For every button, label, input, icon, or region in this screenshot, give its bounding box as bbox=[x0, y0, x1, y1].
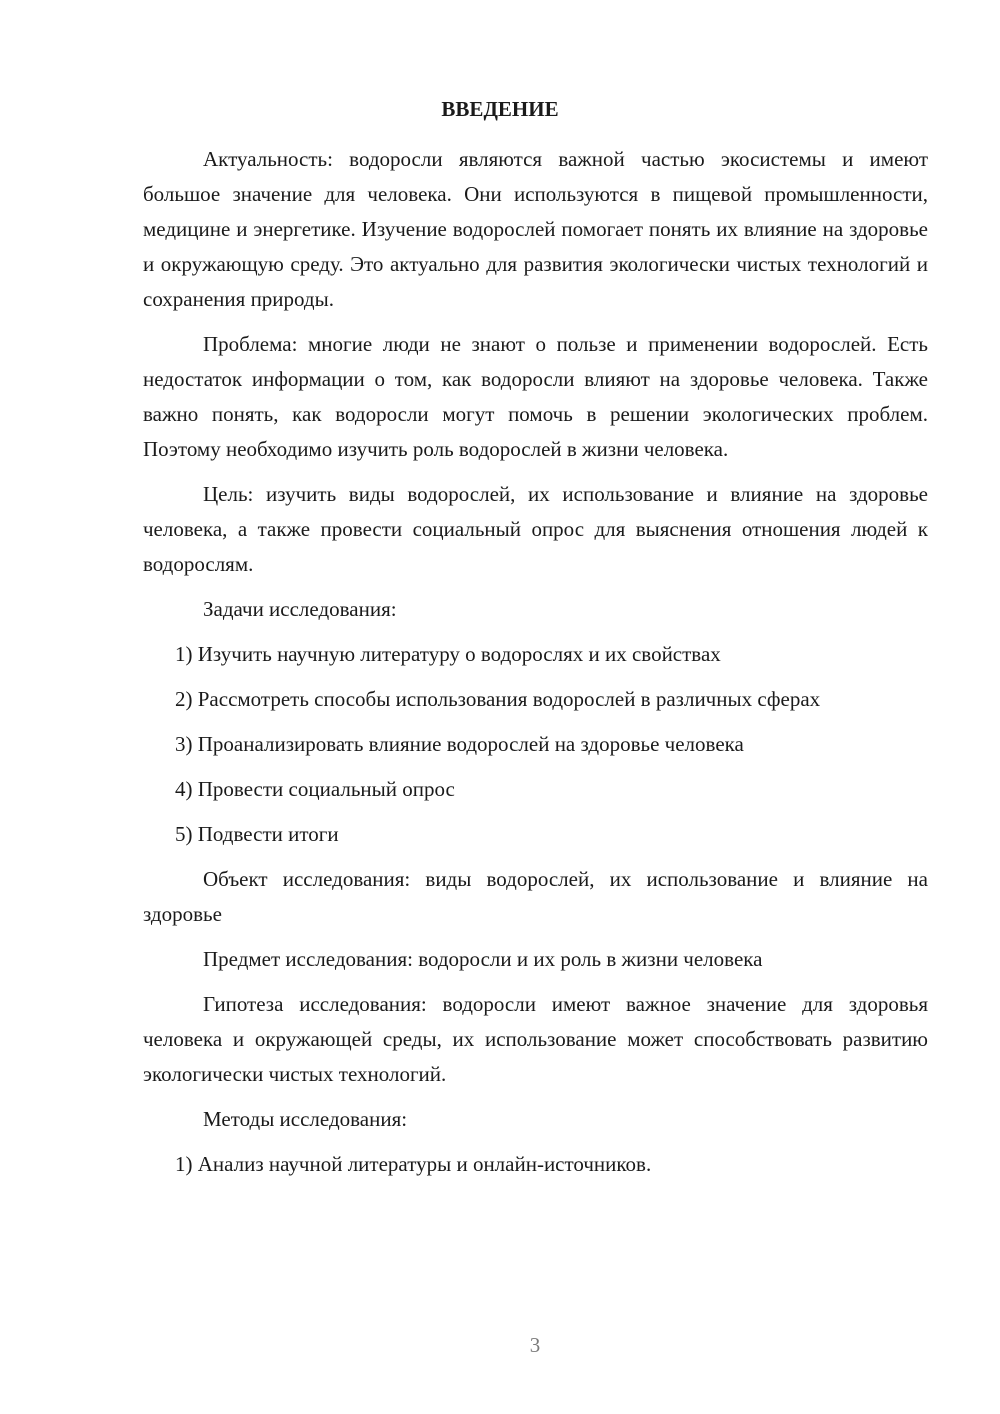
paragraph-methods-heading: Методы исследования: bbox=[203, 1107, 408, 1131]
section-title bbox=[70, 92, 1000, 127]
section-title-text: ВВЕДЕНИЕ bbox=[441, 97, 559, 121]
paragraph-problem: Проблема: многие люди не знают о пользе и применении водорослей. Есть недостаток информации о том, как водоросли влияют на здоровье человека. Также важно понять, как водоросли могут помочь в решении экологических проблем. Поэтому необходимо изучить роль водорослей в жизни человека. bbox=[143, 332, 928, 461]
document-body bbox=[143, 142, 928, 1192]
task-item-1: 1) Изучить научную литературу о водорослях и их свойствах bbox=[175, 642, 721, 666]
task-item-3: 3) Проанализировать влияние водорослей на здоровье человека bbox=[175, 732, 744, 756]
task-item-4: 4) Провести социальный опрос bbox=[175, 777, 455, 801]
paragraph-object: Объект исследования: виды водорослей, их использование и влияние на здоровье bbox=[143, 867, 928, 926]
paragraph-subject: Предмет исследования: водоросли и их роль в жизни человека bbox=[203, 947, 763, 971]
page-number: 3 bbox=[529, 1333, 541, 1357]
paragraph-hypothesis: Гипотеза исследования: водоросли имеют важное значение для здоровья человека и окружающей среды, их использование может способствовать развитию экологически чистых технологий. bbox=[143, 992, 928, 1086]
paragraph-relevance: Актуальность: водоросли являются важной частью экосистемы и имеют большое значение для человека. Они используются в пищевой промышленности, медицине и энергетике. Изучение водорослей помогает понять их влияние на здоровье и окружающую среду. Это актуально для развития экологически чистых технологий и сохранения природы. bbox=[143, 147, 928, 311]
paragraph-tasks-heading: Задачи исследования: bbox=[203, 597, 397, 621]
method-item-1: 1) Анализ научной литературы и онлайн-источников. bbox=[175, 1152, 652, 1176]
task-item-5: 5) Подвести итоги bbox=[175, 822, 339, 846]
task-item-2: 2) Рассмотреть способы использования водорослей в различных сферах bbox=[175, 687, 821, 711]
paragraph-goal: Цель: изучить виды водорослей, их использование и влияние на здоровье человека, а также провести социальный опрос для выяснения отношения людей к водорослям. bbox=[143, 482, 928, 576]
